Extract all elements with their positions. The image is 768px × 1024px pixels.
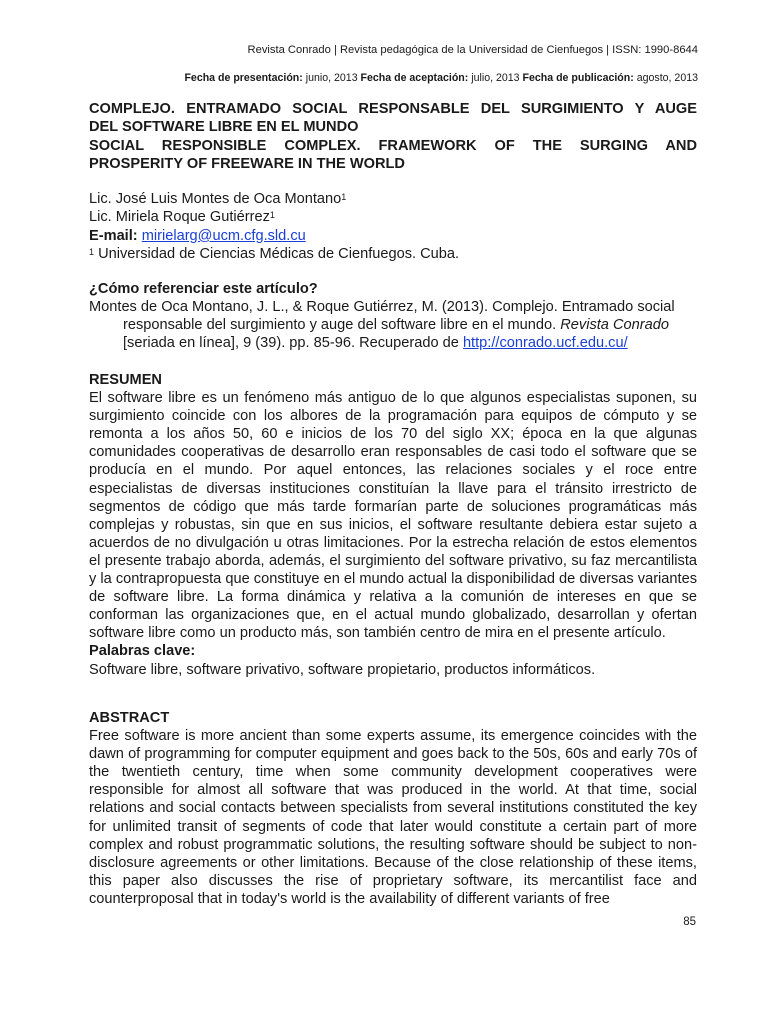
affiliation-sup: 1 <box>89 247 95 258</box>
publication-date: agosto, 2013 <box>636 72 698 84</box>
journal-header: Revista Conrado | Revista pedagógica de la Universidad de Cienfuegos | ISSN: 1990-8644 <box>247 44 698 56</box>
title-es-line1: COMPLEJO. ENTRAMADO SOCIAL RESPONSABLE DEL SURGIMIENTO Y AUGE <box>89 101 697 117</box>
abstract-block <box>89 709 697 908</box>
abstract-heading: ABSTRACT <box>89 710 170 726</box>
title-en-line1: SOCIAL RESPONSIBLE COMPLEX. FRAMEWORK OF THE SURGING AND <box>89 137 697 154</box>
resumen-block <box>89 371 697 679</box>
acceptance-date: julio, 2013 <box>471 72 520 84</box>
resumen-heading: RESUMEN <box>89 372 162 388</box>
author-1-name: Lic. José Luis Montes de Oca Montano <box>89 191 342 207</box>
presentation-date-label: Fecha de presentación: <box>184 72 303 84</box>
publication-date-label: Fecha de publicación: <box>522 72 634 84</box>
author-1 <box>89 190 459 208</box>
author-2 <box>89 208 459 226</box>
resumen-body: El software libre es un fenómeno más antiguo de lo que algunos especialistas suponen, su surgimiento coincide con los albores de la programación para equipos de cómputo y se remonta a los años 50, 60 e inicios de los 70 del siglo XX; época en la que algunas comunidades cooperativas de desarrollo eran responsables de casi todo el software que se producía en el mundo. Por aquel entonces, las relaciones sociales y el roce entre especialistas de diversas instituciones constituían la llave para el tránsito irrestricto de segmentos de código que más tarde formarían parte de soluciones programáticas más complejas y robustas, sin que en sus inicios, el software resultante debiera estar sujeto a acuerdos de no divulgación u otras limitaciones. Por la estrecha relación de estos elementos el presente trabajo aborda, además, el surgimiento del software privativo, su faz mercantilista y la contrapropuesta que constituye en el mundo actual la disponibilidad de diversas variantes de software libre. La forma dinámica y relativa a la comunión de intereses en que se conforman las organizaciones que, en el actual mundo globalizado, desarrollan y ofertan software libre como un producto más, son también centro de mira en el presente artículo. <box>89 390 697 642</box>
citation-url-link[interactable]: http://conrado.ucf.edu.cu/ <box>462 335 628 352</box>
affiliation <box>89 245 459 263</box>
article-title <box>89 100 697 173</box>
keywords-text: Software libre, software privativo, software propietario, productos informáticos. <box>89 661 596 678</box>
citation-part-b: [seriada en línea], 9 (39). pp. 85-96. Recuperado de <box>123 335 463 352</box>
citation-part-a: Montes de Oca Montano, J. L., & Roque Gutiérrez, M. (2013). Complejo. Entramado social responsable del surgimiento y auge del software libre en el mundo. <box>89 299 675 334</box>
email-link[interactable]: mirielarg@ucm.cfg.sld.cu <box>141 227 306 244</box>
email-label: E-mail: <box>89 227 138 244</box>
citation-block <box>89 280 697 352</box>
presentation-date: junio, 2013 <box>305 72 358 84</box>
keywords-heading: Palabras clave: <box>89 643 196 660</box>
citation-heading: ¿Cómo referenciar este artículo? <box>89 281 318 297</box>
authors-block <box>89 190 459 264</box>
author-2-name: Lic. Miriela Roque Gutiérrez <box>89 209 270 226</box>
title-es-line2: DEL SOFTWARE LIBRE EN EL MUNDO <box>89 119 359 136</box>
email-line <box>89 227 459 245</box>
author-1-sup: 1 <box>341 192 347 202</box>
publication-dates <box>184 72 698 84</box>
citation-journal: Revista Conrado <box>560 317 669 334</box>
citation-text <box>89 298 697 352</box>
page-number: 85 <box>683 916 696 928</box>
affiliation-text: Universidad de Ciencias Médicas de Cienfuegos. Cuba. <box>98 246 460 263</box>
title-en-line2: PROSPERITY OF FREEWARE IN THE WORLD <box>89 155 405 172</box>
acceptance-date-label: Fecha de aceptación: <box>360 72 469 84</box>
abstract-body: Free software is more ancient than some experts assume, its emergence coincides with the dawn of programming for computer equipment and goes back to the 50s, 60s and early 70s of the twentieth century, time when some community development cooperatives were responsible for almost all software that was produced in the world. At that time, social relations and social contacts between specialists from several institutions constituted the key for unlimited transit of segments of code that later would constitute a certain part of more complex and robust programmatic solutions, the resulting software should be subject to non-disclosure agreements or other limitations. Because of the close relationship of these items, this paper also discusses the rise of proprietary software, its mercantilist face and counterproposal that in today's world is the availability of different variants of free <box>89 728 697 907</box>
author-2-sup: 1 <box>269 210 275 221</box>
